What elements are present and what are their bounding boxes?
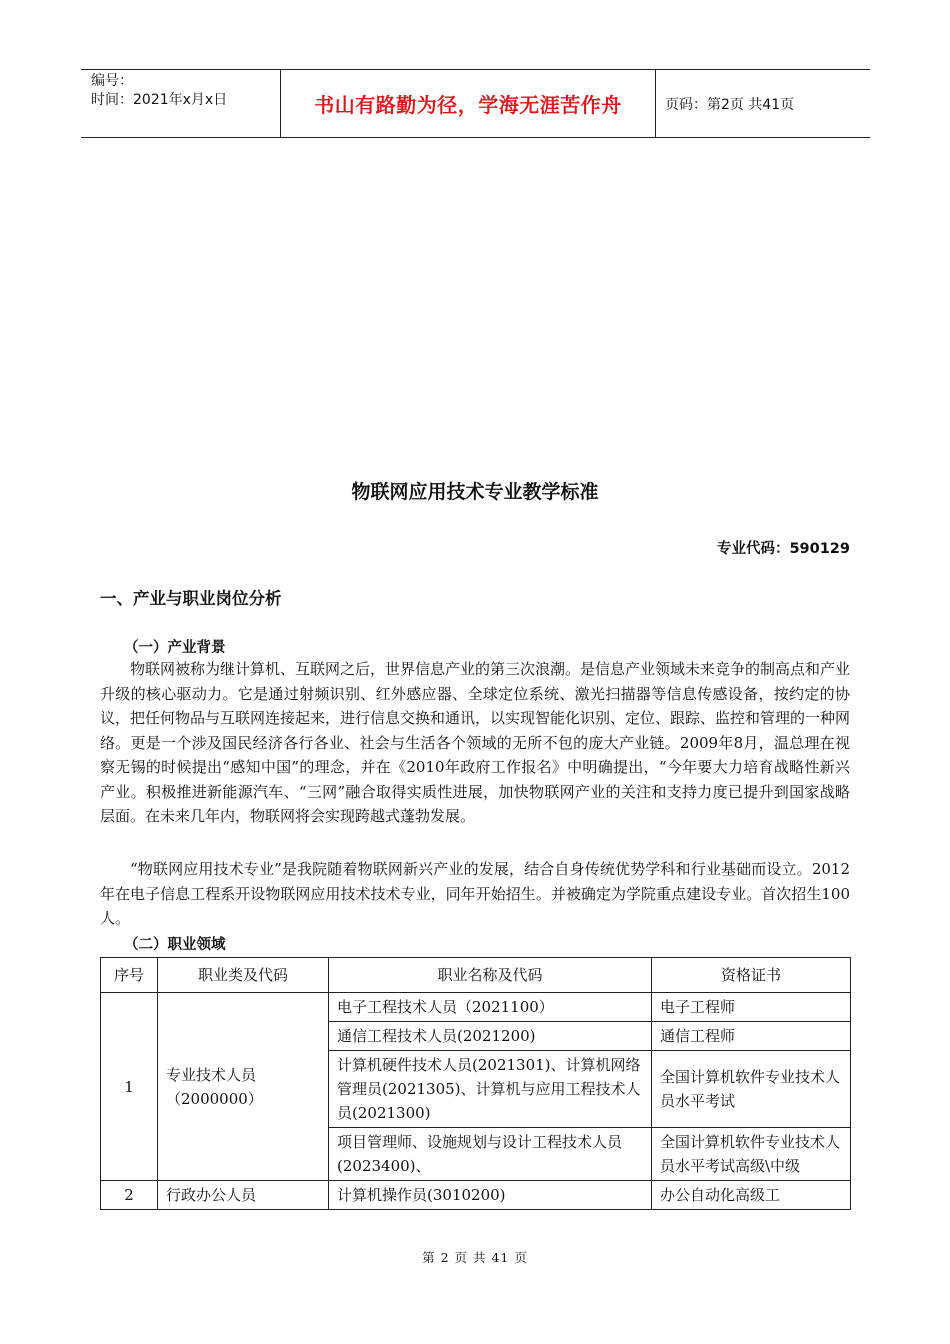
table-row	[101, 993, 851, 1022]
paragraph-major-intro: “物联网应用技术专业”是我院随着物联网新兴产业的发展，结合自身传统优势学科和行业基础而设立。2012年在电子信息工程系开设物联网应用技术技术专业，同年开始招生。并被确定为学院重点建设专业。首次招生100人。	[100, 860, 850, 927]
table-row	[101, 1181, 851, 1210]
subsection-heading-industry: （一）产业背景	[124, 640, 226, 656]
page-footer: 第 2 页 共 41 页	[422, 1250, 528, 1265]
cell-certificate: 电子工程师	[652, 993, 851, 1022]
header-meta	[81, 70, 281, 137]
cell-category: 专业技术人员（2000000）	[158, 993, 329, 1181]
document-title: 物联网应用技术专业教学标准	[351, 481, 599, 503]
career-table	[100, 957, 851, 1210]
cell-job-name: 电子工程技术人员（2021100）	[329, 993, 652, 1022]
cell-certificate: 通信工程师	[652, 1022, 851, 1051]
header-category: 职业类及代码	[158, 958, 329, 993]
header-motto: 书山有路勤为径，学海无涯苦作舟	[281, 70, 656, 137]
header-page-info: 页码：第2页 共41页	[665, 96, 795, 113]
table-header-row	[101, 958, 851, 993]
time-label: 时间：2021年x月x日	[91, 92, 228, 108]
cell-job-name: 通信工程技术人员(2021200)	[329, 1022, 652, 1051]
cell-certificate: 办公自动化高级工	[652, 1181, 851, 1210]
cell-job-name: 计算机硬件技术人员(2021301)、计算机网络管理员(2021305)、计算机与应用工程技术人员(2021300)	[329, 1051, 652, 1128]
section-heading: 一、产业与职业岗位分析	[100, 589, 282, 608]
cell-seq: 2	[101, 1181, 158, 1210]
number-label: 编号：	[91, 73, 133, 89]
cell-certificate: 全国计算机软件专业技术人员水平考试高级\中级	[652, 1128, 851, 1181]
header-seq: 序号	[101, 958, 158, 993]
header-certificate: 资格证书	[652, 958, 851, 993]
paragraph-industry-background: 物联网被称为继计算机、互联网之后，世界信息产业的第三次浪潮。是信息产业领域未来竞争的制高点和产业升级的核心驱动力。它是通过射频识别、红外感应器、全球定位系统、激光扫描器等信息传感设备，按约定的协议，把任何物品与互联网连接起来，进行信息交换和通讯，以实现智能化识别、定位、跟踪、监控和管理的一种网络。更是一个涉及国民经济各行各业、社会与生活各个领域的无所不包的庞大产业链。2009年8月，温总理在视察无锡的时候提出“感知中国”的理念，并在《2010年政府工作报名》中明确提出，“今年要大力培育战略性新兴产业。积极推进新能源汽车、“三网”融合取得实质性进展，加快物联网产业的关注和支持力度已提升到国家战略层面。在未来几年内，物联网将会实现跨越式蓬勃发展。	[100, 660, 851, 825]
cell-job-name: 项目管理师、设施规划与设计工程技术人员(2023400)、	[329, 1128, 652, 1181]
cell-certificate: 全国计算机软件专业技术人员水平考试	[652, 1051, 851, 1128]
major-code: 专业代码：590129	[716, 541, 850, 557]
cell-job-name: 计算机操作员(3010200)	[329, 1181, 652, 1210]
cell-seq: 1	[101, 993, 158, 1181]
cell-category: 行政办公人员	[158, 1181, 329, 1210]
page-header	[81, 69, 870, 138]
header-job-name: 职业名称及代码	[329, 958, 652, 993]
subsection-heading-career: （二）职业领域	[124, 937, 226, 953]
